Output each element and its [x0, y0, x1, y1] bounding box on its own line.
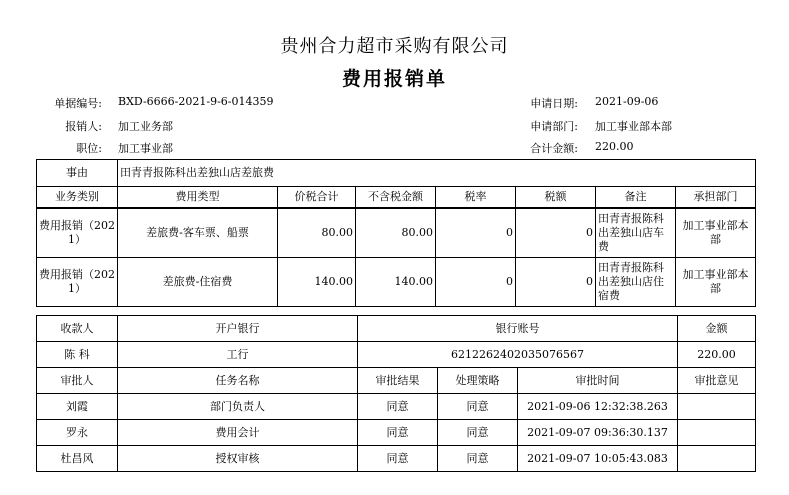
- approval-comment: [678, 446, 756, 472]
- row-dept: 加工事业部本部: [676, 208, 756, 258]
- approval-comment: [678, 394, 756, 420]
- approval-time: 2021-09-07 09:36:30.137: [518, 420, 678, 446]
- header-time: 审批时间: [518, 368, 678, 394]
- approval-header-row: [37, 368, 756, 394]
- task-name: 授权审核: [118, 446, 358, 472]
- header-bank: 开户银行: [118, 316, 358, 342]
- task-name: 部门负责人: [118, 394, 358, 420]
- expense-header-row: [37, 187, 756, 209]
- approval-result: 同意: [358, 446, 438, 472]
- header-payee: 收款人: [37, 316, 118, 342]
- apply-date-value: 2021-09-06: [595, 95, 659, 108]
- header-type: 费用类型: [118, 187, 278, 209]
- apply-dept-value: 加工事业部本部: [595, 120, 672, 133]
- approver: 刘霞: [37, 394, 118, 420]
- header-account: 银行账号: [358, 316, 678, 342]
- expense-table: [36, 159, 756, 307]
- approval-strategy: 同意: [438, 446, 518, 472]
- position-value: 加工事业部: [118, 142, 173, 155]
- header-net: 不含税金额: [356, 187, 436, 209]
- position-label: 职位:: [76, 142, 102, 155]
- header-tax-rate: 税率: [436, 187, 516, 209]
- payee-row: [37, 342, 756, 368]
- reason-label: 事由: [37, 160, 118, 187]
- approval-time: 2021-09-06 12:32:38.263: [518, 394, 678, 420]
- applicant-value: 加工业务部: [118, 120, 173, 133]
- approval-result: 同意: [358, 394, 438, 420]
- header-task: 任务名称: [118, 368, 358, 394]
- approval-strategy: 同意: [438, 394, 518, 420]
- row-net: 80.00: [356, 208, 436, 258]
- row-tax: 0: [516, 208, 596, 258]
- task-name: 费用会计: [118, 420, 358, 446]
- row-category: 费用报销（2021）: [37, 208, 118, 258]
- row-category: 费用报销（2021）: [37, 258, 118, 307]
- total-value: 220.00: [595, 140, 634, 153]
- row-type: 差旅费-客车票、船票: [118, 208, 278, 258]
- approver: 杜昌风: [37, 446, 118, 472]
- header-tax: 税额: [516, 187, 596, 209]
- header-total: 价税合计: [278, 187, 356, 209]
- approval-comment: [678, 420, 756, 446]
- payment-approval-table: [36, 315, 756, 472]
- header-category: 业务类别: [37, 187, 118, 209]
- form-title: 费用报销单: [341, 68, 447, 90]
- payee-bank: 工行: [118, 342, 358, 368]
- approver: 罗永: [37, 420, 118, 446]
- payee-name: 陈 科: [37, 342, 118, 368]
- payee-amount: 220.00: [678, 342, 756, 368]
- header-comment: 审批意见: [678, 368, 756, 394]
- row-tax-rate: 0: [436, 258, 516, 307]
- doc-no-value: BXD-6666-2021-9-6-014359: [118, 95, 274, 108]
- table-row: [37, 420, 756, 446]
- row-total: 80.00: [278, 208, 356, 258]
- doc-no-label: 单据编号:: [54, 97, 102, 110]
- table-row: [37, 258, 756, 307]
- row-tax: 0: [516, 258, 596, 307]
- row-dept: 加工事业部本部: [676, 258, 756, 307]
- apply-dept-label: 申请部门:: [530, 120, 578, 133]
- header-result: 审批结果: [358, 368, 438, 394]
- table-row: [37, 446, 756, 472]
- row-type: 差旅费-住宿费: [118, 258, 278, 307]
- payee-header-row: [37, 316, 756, 342]
- table-row: [37, 208, 756, 258]
- row-tax-rate: 0: [436, 208, 516, 258]
- payee-account: 6212262402035076567: [358, 342, 678, 368]
- header-dept: 承担部门: [676, 187, 756, 209]
- apply-date-label: 申请日期:: [530, 97, 578, 110]
- row-note: 田青青报陈科出差独山店车费: [596, 208, 676, 258]
- applicant-label: 报销人:: [65, 120, 102, 133]
- approval-time: 2021-09-07 10:05:43.083: [518, 446, 678, 472]
- header-approver: 审批人: [37, 368, 118, 394]
- header-note: 备注: [596, 187, 676, 209]
- header-strategy: 处理策略: [438, 368, 518, 394]
- table-row: [37, 394, 756, 420]
- row-note: 田青青报陈科出差独山店住宿费: [596, 258, 676, 307]
- approval-strategy: 同意: [438, 420, 518, 446]
- row-total: 140.00: [278, 258, 356, 307]
- reason-value: 田青青报陈科出差独山店差旅费: [118, 160, 756, 187]
- header-amount: 金额: [678, 316, 756, 342]
- total-label: 合计金额:: [530, 142, 578, 155]
- approval-result: 同意: [358, 420, 438, 446]
- reason-row: [37, 160, 756, 187]
- row-net: 140.00: [356, 258, 436, 307]
- company-name: 贵州合力超市采购有限公司: [280, 36, 509, 57]
